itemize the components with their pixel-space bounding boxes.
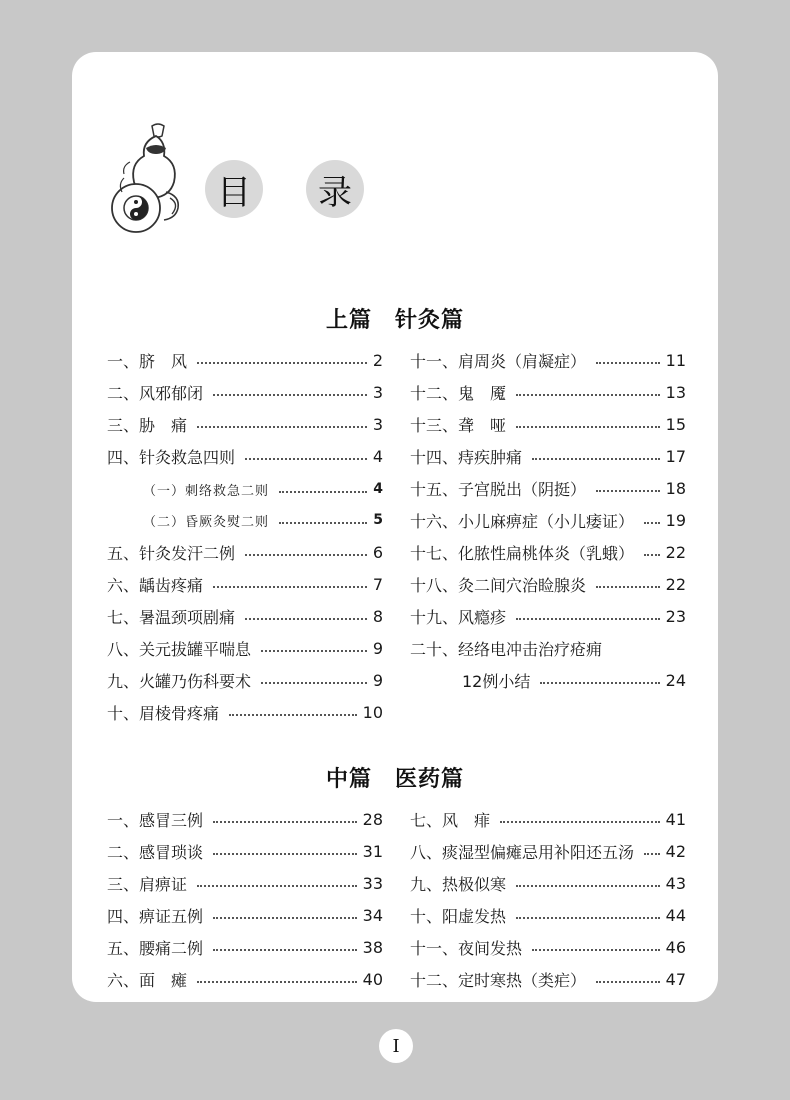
leader-dots [532,949,660,951]
toc-entry-page: 42 [665,841,686,861]
leader-dots [245,458,367,460]
toc-entry-page: 8 [372,606,383,626]
toc-entry[interactable] [410,636,686,660]
toc-entry-page: 15 [665,414,686,434]
toc-entry-label: 十六、小儿麻痹症（小儿痿证） [410,511,635,531]
toc-entry-page: 22 [665,574,686,594]
toc-entry[interactable] [107,935,383,959]
toc-entry[interactable] [410,444,686,468]
toc-entry-label: 二、感冒琐谈 [107,842,204,862]
toc-entry-label: 十、眉棱骨疼痛 [107,703,220,723]
toc-entry-page: 46 [665,937,686,957]
toc-entry-label: 十八、灸二间穴治睑腺炎 [410,575,587,595]
leader-dots [261,682,367,684]
leader-dots [197,981,357,983]
toc-entry-page: 3 [372,382,383,402]
toc-entry-page: 19 [665,510,686,530]
toc-entry-label: （二）昏厥灸熨二则 [143,514,270,530]
leader-dots [516,618,660,620]
toc-entry-label: 一、脐 风 [107,351,188,371]
toc-entry-label: 十七、化脓性扁桃体炎（乳蛾） [410,543,635,563]
toc-entry-page: 11 [665,350,686,370]
gourd-taiji-icon [100,118,190,238]
toc-entry-label: 九、热极似寒 [410,874,507,894]
leader-dots [644,853,660,855]
toc-entry-page: 4 [372,446,383,466]
toc-entry[interactable] [410,935,686,959]
toc-entry-label: 三、胁 痛 [107,415,188,435]
toc-entry[interactable] [107,380,383,404]
toc-entry-page: 44 [665,905,686,925]
leader-dots [516,426,660,428]
toc-subentry[interactable] [107,508,383,532]
toc-entry-label: 六、面 瘫 [107,970,188,990]
toc-entry[interactable] [410,508,686,532]
toc-entry[interactable] [410,476,686,500]
toc-entry-page: 22 [665,542,686,562]
toc-entry-label: 十九、风瘾疹 [410,607,507,627]
leader-dots [197,362,367,364]
toc-entry[interactable] [107,540,383,564]
toc-entry-page: 7 [372,574,383,594]
leader-dots [540,682,659,684]
leader-dots [596,586,660,588]
leader-dots [229,714,357,716]
toc-entry-page: 47 [665,969,686,989]
leader-dots [213,949,357,951]
leader-dots [213,853,357,855]
toc-entry-label: 二、风邪郁闭 [107,383,204,403]
leader-dots [245,618,367,620]
toc-entry-page: 23 [665,606,686,626]
toc-entry-page: 28 [362,809,383,829]
toc-entry-label: 七、风 痱 [410,810,491,830]
toc-entry[interactable] [107,668,383,692]
toc-entry[interactable] [410,839,686,863]
toc-entry[interactable] [410,572,686,596]
toc-entry-label: 三、肩痹证 [107,874,188,894]
toc-entry-label: 一、感冒三例 [107,810,204,830]
leader-dots [596,490,660,492]
leader-dots [279,522,367,524]
toc-entry[interactable] [107,903,383,927]
leader-dots [516,885,660,887]
toc-entry[interactable] [107,412,383,436]
leader-dots [213,821,357,823]
leader-dots [644,522,660,524]
toc-entry[interactable] [410,540,686,564]
toc-entry-page: 9 [372,670,383,690]
leader-dots [197,426,367,428]
toc-entry-page: 33 [362,873,383,893]
toc-entry-page: 13 [665,382,686,402]
leader-dots [261,650,367,652]
toc-entry[interactable] [410,348,686,372]
toc-entry-page: 17 [665,446,686,466]
toc-entry[interactable] [410,412,686,436]
title-char-lu: 录 [306,160,364,218]
toc-entry-page: 18 [665,478,686,498]
page-folio: I [379,1029,413,1063]
toc-entry-label: 12例小结 [462,671,531,691]
toc-entry[interactable] [107,348,383,372]
toc-entry[interactable] [107,807,383,831]
toc-entry-label: 二十、经络电冲击治疗疮痈 [410,639,603,659]
toc-entry[interactable] [410,967,686,991]
toc-entry[interactable] [410,807,686,831]
toc-entry-continuation[interactable] [410,668,686,692]
toc-entry-label: 八、痰湿型偏瘫忌用补阳还五汤 [410,842,635,862]
toc-entry-page: 43 [665,873,686,893]
toc-entry-label: 十、阳虚发热 [410,906,507,926]
toc-entry-label: 八、关元拔罐平喘息 [107,639,252,659]
toc-entry[interactable] [410,604,686,628]
leader-dots [213,394,367,396]
leader-dots [516,394,660,396]
toc-entry-page: 5 [373,512,383,528]
toc-entry-page: 34 [362,905,383,925]
section-heading-medicine: 中篇 医药篇 [325,766,464,792]
leader-dots [213,917,357,919]
toc-entry-page: 9 [372,638,383,658]
toc-entry[interactable] [107,967,383,991]
toc-entry[interactable] [410,380,686,404]
toc-entry-page: 10 [362,702,383,722]
toc-entry-label: 十二、定时寒热（类疟） [410,970,587,990]
toc-entry[interactable] [107,604,383,628]
title-char-mu: 目 [205,160,263,218]
toc-entry-page: 41 [665,809,686,829]
toc-entry-page: 2 [372,350,383,370]
toc-entry-page: 4 [373,481,383,497]
leader-dots [500,821,660,823]
toc-entry[interactable] [410,903,686,927]
toc-entry[interactable] [107,839,383,863]
leader-dots [516,917,660,919]
toc-entry[interactable] [107,444,383,468]
toc-entry-label: 四、针灸救急四则 [107,447,236,467]
toc-entry-label: 十五、子宫脱出（阴挺） [410,479,587,499]
leader-dots [596,362,660,364]
toc-entry-label: 五、腰痛二例 [107,938,204,958]
toc-entry-label: 十四、痔疾肿痛 [410,447,523,467]
leader-dots [197,885,357,887]
toc-entry-page: 40 [362,969,383,989]
section-heading-acupuncture: 上篇 针灸篇 [325,307,464,333]
toc-entry-page: 38 [362,937,383,957]
leader-dots [644,554,660,556]
leader-dots [213,586,367,588]
toc-entry-label: 七、暑温颈项剧痛 [107,607,236,627]
toc-entry-page: 31 [362,841,383,861]
toc-entry-page: 6 [372,542,383,562]
toc-entry-label: 六、龋齿疼痛 [107,575,204,595]
toc-subentry[interactable] [107,477,383,501]
toc-entry-label: 十三、聋 哑 [410,415,507,435]
toc-entry-page: 3 [372,414,383,434]
leader-dots [532,458,660,460]
leader-dots [279,491,367,493]
toc-entry-label: 十一、夜间发热 [410,938,523,958]
leader-dots [596,981,660,983]
toc-entry-page: 24 [665,670,686,690]
toc-entry-label: 十一、肩周炎（肩凝症） [410,351,587,371]
toc-entry[interactable] [107,871,383,895]
toc-entry[interactable] [107,636,383,660]
toc-entry[interactable] [410,871,686,895]
toc-entry-label: 四、痹证五例 [107,906,204,926]
toc-entry[interactable] [107,572,383,596]
toc-entry-label: 五、针灸发汗二例 [107,543,236,563]
toc-entry-label: （一）刺络救急二则 [143,483,270,499]
leader-dots [245,554,367,556]
toc-entry[interactable] [107,700,383,724]
toc-entry-label: 十二、鬼 魇 [410,383,507,403]
toc-entry-label: 九、火罐乃伤科要术 [107,671,252,691]
